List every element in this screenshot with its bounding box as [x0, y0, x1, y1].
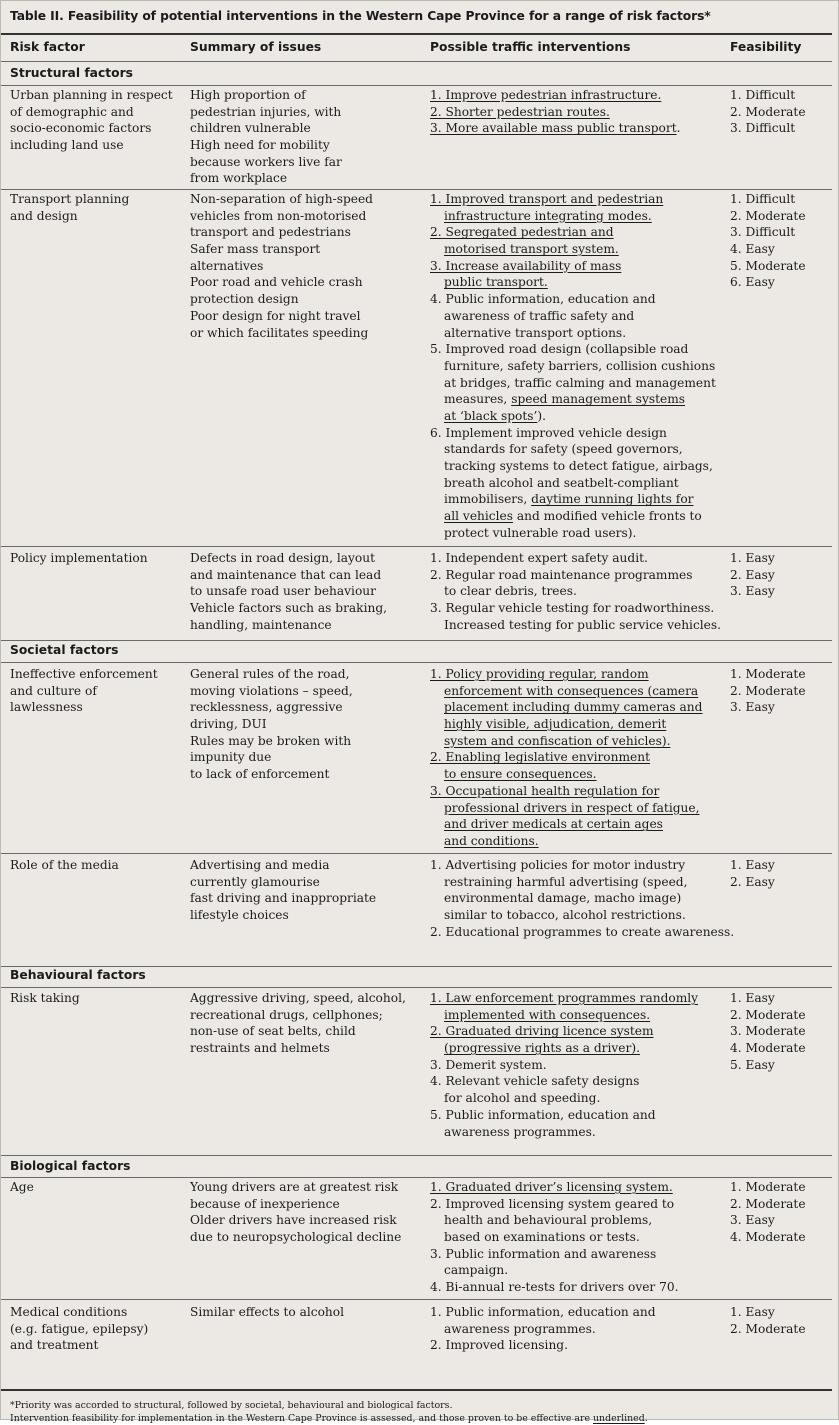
intervention-text: 4. Public information, education and	[430, 292, 656, 307]
feasibility-cell-line: 1. Difficult	[730, 192, 796, 206]
intervention-line	[430, 258, 716, 275]
intervention-text: 1. Improved transport and pedestrian	[430, 192, 664, 206]
intervention-text: 3. Regular vehicle testing for roadworthiness.	[430, 601, 715, 616]
intervention-line	[430, 924, 734, 941]
feasibility-cell-line: 2. Moderate	[730, 683, 806, 698]
risk-factor-cell	[10, 550, 148, 567]
feasibility-cell-line: 3. Moderate	[730, 1024, 806, 1039]
intervention-line	[430, 567, 721, 584]
risk-factor-cell	[10, 1304, 148, 1354]
feasibility-cell-line: 1. Easy	[730, 551, 775, 565]
header-possible-interventions: Possible traffic interventions	[430, 40, 631, 54]
feasibility-cell	[730, 191, 806, 291]
summary-of-issues-cell-line: because of inexperience	[190, 1196, 340, 1211]
summary-of-issues-cell-line: to lack of enforcement	[190, 767, 330, 782]
intervention-text: awareness programmes.	[444, 1124, 596, 1139]
risk-factor-cell-line: including land use	[10, 138, 124, 153]
summary-of-issues-cell-line: transport and pedestrians	[190, 225, 351, 240]
risk-factor-cell-line: lawlessness	[10, 700, 83, 715]
intervention-line	[430, 766, 702, 783]
intervention-text: 2. Graduated driving licence system	[430, 1024, 654, 1039]
intervention-line	[430, 990, 698, 1007]
summary-of-issues-cell-line: non-use of seat belts, child	[190, 1024, 356, 1039]
feasibility-cell	[730, 857, 775, 890]
intervention-text: 3. More available mass public transport	[430, 121, 677, 136]
risk-factor-cell-line: and culture of	[10, 683, 97, 698]
summary-of-issues-cell-line: Poor design for night travel	[190, 308, 361, 323]
intervention-text: health and behavioural problems,	[444, 1213, 653, 1228]
intervention-line	[430, 857, 734, 874]
summary-of-issues-cell-line: Safer mass transport	[190, 242, 321, 257]
risk-factor-cell	[10, 857, 119, 874]
risk-factor-cell-line: Ineffective enforcement	[10, 667, 158, 681]
summary-of-issues-cell-line: recklessness, aggressive	[190, 700, 343, 715]
intervention-text: 1. Improve pedestrian infrastructure.	[430, 88, 662, 102]
intervention-text: and driver medicals at certain ages	[444, 817, 663, 832]
intervention-line	[430, 341, 716, 358]
summary-of-issues-cell-line: restraints and helmets	[190, 1041, 330, 1056]
intervention-text: 1. Policy providing regular, random	[430, 667, 649, 681]
summary-of-issues-cell-line: moving violations – speed,	[190, 683, 353, 698]
feasibility-cell-line: 1. Moderate	[730, 1180, 806, 1194]
risk-factor-cell-line: Risk taking	[10, 991, 80, 1005]
intervention-line	[430, 833, 702, 850]
feasibility-cell-line: 4. Moderate	[730, 1041, 806, 1056]
intervention-text: 2. Improved licensing system geared to	[430, 1196, 675, 1211]
feasibility-cell-line: 2. Moderate	[730, 208, 806, 223]
risk-factor-cell-line: and treatment	[10, 1338, 99, 1353]
risk-factor-cell	[10, 1179, 34, 1196]
intervention-text: placement including dummy cameras and	[444, 700, 703, 715]
intervention-line	[430, 308, 716, 325]
risk-factor-cell	[10, 990, 80, 1007]
summary-of-issues-cell-line: children vulnerable	[190, 121, 311, 136]
risk-factor-cell-line: Age	[10, 1180, 34, 1194]
intervention-line	[430, 1007, 698, 1024]
interventions-cell	[430, 87, 680, 137]
intervention-line	[430, 666, 702, 683]
summary-of-issues-cell	[190, 87, 342, 187]
intervention-line	[430, 600, 721, 617]
row-divider	[1, 546, 832, 547]
intervention-text: 1. Graduated driver’s licensing system.	[430, 1180, 673, 1194]
summary-of-issues-cell-line: Advertising and media	[190, 858, 330, 872]
risk-factor-cell-line: (e.g. fatigue, epilepsy)	[10, 1321, 149, 1336]
intervention-text: 1. Independent expert safety audit.	[430, 551, 648, 565]
summary-of-issues-cell-line: Aggressive driving, speed, alcohol,	[190, 991, 406, 1005]
intervention-line	[430, 1279, 679, 1296]
interventions-cell	[430, 857, 734, 940]
interventions-cell	[430, 550, 721, 633]
intervention-underlined-text: daytime running lights for	[531, 492, 694, 507]
summary-of-issues-cell-line: General rules of the road,	[190, 667, 350, 681]
intervention-suffix: .	[676, 121, 681, 136]
section-divider	[1, 987, 832, 988]
intervention-text: motorised transport system.	[444, 242, 619, 257]
section-divider	[1, 662, 832, 663]
intervention-text: (progressive rights as a driver).	[444, 1041, 640, 1056]
intervention-line	[430, 441, 716, 458]
header-summary-of-issues: Summary of issues	[190, 40, 322, 54]
feasibility-cell-line: 3. Difficult	[730, 225, 796, 240]
summary-of-issues-cell	[190, 1179, 401, 1246]
summary-of-issues-cell-line: vehicles from non-motorised	[190, 208, 367, 223]
intervention-text: awareness of traffic safety and	[444, 308, 635, 323]
summary-of-issues-cell-line: alternatives	[190, 258, 264, 273]
intervention-line	[430, 1023, 698, 1040]
summary-of-issues-cell-line: recreational drugs, cellphones;	[190, 1007, 383, 1022]
intervention-line	[430, 358, 716, 375]
feasibility-cell-line: 6. Easy	[730, 275, 775, 290]
intervention-text: furniture, safety barriers, collision cushions	[444, 358, 716, 373]
intervention-text: professional drivers in respect of fatigue,	[444, 800, 700, 815]
feasibility-cell-line: 5. Easy	[730, 1057, 775, 1072]
feasibility-cell-line: 5. Moderate	[730, 258, 806, 273]
interventions-cell	[430, 191, 716, 541]
risk-factor-cell	[10, 191, 129, 224]
intervention-line	[430, 749, 702, 766]
intervention-line	[430, 1040, 698, 1057]
intervention-text: environmental damage, macho image)	[444, 891, 682, 906]
intervention-text: based on examinations or tests.	[444, 1230, 640, 1245]
summary-of-issues-cell-line: Young drivers are at greatest risk	[190, 1180, 399, 1194]
header-risk-factor: Risk factor	[10, 40, 85, 54]
intervention-line	[430, 1229, 679, 1246]
intervention-line	[430, 104, 680, 121]
feasibility-cell	[730, 666, 806, 716]
feasibility-cell-line: 1. Difficult	[730, 88, 796, 102]
intervention-text: 2. Shorter pedestrian routes.	[430, 104, 610, 119]
feasibility-cell-line: 1. Easy	[730, 991, 775, 1005]
summary-of-issues-cell	[190, 666, 353, 783]
intervention-text: 3. Increase availability of mass	[430, 258, 622, 273]
summary-of-issues-cell-line: impunity due	[190, 750, 272, 765]
intervention-text: measures,	[444, 392, 512, 407]
intervention-text: Increased testing for public service vehicles.	[444, 617, 722, 632]
summary-of-issues-cell-line: pedestrian injuries, with	[190, 104, 342, 119]
feasibility-cell-line: 4. Easy	[730, 242, 775, 257]
feasibility-cell-line: 2. Moderate	[730, 1007, 806, 1022]
header-divider	[1, 61, 832, 62]
summary-of-issues-cell-line: because workers live far	[190, 154, 342, 169]
risk-factor-cell-line: of demographic and	[10, 104, 134, 119]
intervention-line	[430, 1107, 698, 1124]
summary-of-issues-cell	[190, 1304, 344, 1321]
intervention-text: immobilisers,	[444, 492, 532, 507]
section-divider	[1, 85, 832, 86]
intervention-text: 3. Occupational health regulation for	[430, 783, 660, 798]
intervention-text: 3. Public information and awareness	[430, 1246, 657, 1261]
intervention-line	[430, 1124, 698, 1141]
footnote-underlined-word: underlined	[593, 1413, 645, 1424]
summary-of-issues-cell-line: Non-separation of high-speed	[190, 192, 373, 206]
intervention-text: at ‘black spots’	[444, 408, 538, 423]
interventions-cell	[430, 990, 698, 1140]
section-divider	[1, 640, 832, 641]
summary-of-issues-cell-line: Older drivers have increased risk	[190, 1213, 397, 1228]
feasibility-cell-line: 1. Easy	[730, 1305, 775, 1319]
risk-factor-cell-line: Role of the media	[10, 858, 119, 872]
intervention-text: protect vulnerable road users).	[444, 525, 637, 540]
intervention-text: infrastructure integrating modes.	[444, 208, 652, 223]
summary-of-issues-cell-line: High need for mobility	[190, 138, 330, 153]
summary-of-issues-cell-line: from workplace	[190, 171, 288, 186]
feasibility-cell-line: 2. Moderate	[730, 1321, 806, 1336]
intervention-suffix: and modified vehicle fronts to	[512, 509, 702, 524]
intervention-text: 5. Public information, education and	[430, 1107, 656, 1122]
intervention-line	[430, 224, 716, 241]
feasibility-cell-line: 3. Easy	[730, 700, 775, 715]
summary-of-issues-cell-line: fast driving and inappropriate	[190, 891, 377, 906]
intervention-line	[430, 491, 716, 508]
intervention-line	[430, 783, 702, 800]
summary-of-issues-cell-line: protection design	[190, 292, 299, 307]
intervention-text: public transport.	[444, 275, 548, 290]
section-divider	[1, 966, 832, 967]
intervention-line	[430, 525, 716, 542]
risk-factor-cell-line: Transport planning	[10, 192, 130, 206]
intervention-line	[430, 241, 716, 258]
feasibility-cell-line: 3. Easy	[730, 1213, 775, 1228]
section-biological-factors: Biological factors	[10, 1159, 131, 1173]
intervention-line	[430, 425, 716, 442]
intervention-text: 1. Public information, education and	[430, 1305, 656, 1319]
intervention-line	[430, 191, 716, 208]
intervention-line	[430, 291, 716, 308]
section-divider	[1, 1155, 832, 1156]
intervention-text: 4. Relevant vehicle safety designs	[430, 1074, 640, 1089]
summary-of-issues-cell-line: to unsafe road user behaviour	[190, 584, 376, 599]
summary-of-issues-cell-line: currently glamourise	[190, 874, 320, 889]
intervention-line	[430, 1337, 656, 1354]
risk-factor-cell-line: Medical conditions	[10, 1305, 128, 1319]
intervention-text: tracking systems to detect fatigue, airbags,	[444, 459, 713, 473]
intervention-text: 3. Demerit system.	[430, 1057, 547, 1072]
row-divider	[1, 189, 832, 190]
intervention-line	[430, 550, 721, 567]
feasibility-cell	[730, 1304, 806, 1337]
risk-factor-cell	[10, 666, 158, 716]
title-divider	[1, 33, 832, 35]
intervention-line	[430, 699, 702, 716]
intervention-text: alternative transport options.	[444, 325, 627, 340]
intervention-line	[430, 907, 734, 924]
intervention-suffix: ).	[537, 408, 547, 423]
intervention-underlined-text: speed management systems	[511, 392, 686, 407]
summary-of-issues-cell-line: and maintenance that can lead	[190, 567, 382, 582]
summary-of-issues-cell	[190, 550, 387, 633]
intervention-text: at bridges, traffic calming and management	[444, 375, 716, 390]
intervention-text: system and confiscation of vehicles).	[444, 733, 671, 748]
intervention-line	[430, 458, 716, 475]
feasibility-cell-line: 3. Difficult	[730, 121, 796, 136]
summary-of-issues-cell-line: Similar effects to alcohol	[190, 1305, 345, 1319]
intervention-line	[430, 1246, 679, 1263]
feasibility-cell	[730, 87, 806, 137]
feasibility-cell-line: 2. Easy	[730, 567, 775, 582]
intervention-line	[430, 1212, 679, 1229]
risk-factor-cell-line: socio-economic factors	[10, 121, 152, 136]
intervention-text: 6. Implement improved vehicle design	[430, 425, 667, 440]
intervention-line	[430, 375, 716, 392]
table-bottom-rule	[1, 1389, 832, 1391]
intervention-line	[430, 890, 734, 907]
intervention-line	[430, 617, 721, 634]
row-divider	[1, 853, 832, 854]
intervention-line	[430, 208, 716, 225]
summary-of-issues-cell-line: due to neuropsychological decline	[190, 1230, 402, 1245]
footnote-text: Intervention feasibility for implementation in the Western Cape Province is assessed, and those proven to be effective are	[10, 1413, 593, 1424]
intervention-text: 1. Law enforcement programmes randomly	[430, 991, 699, 1005]
risk-factor-cell	[10, 87, 173, 154]
feasibility-cell-line: 3. Easy	[730, 584, 775, 599]
table-title: Table II. Feasibility of potential interventions in the Western Cape Province for a range of risk factors*	[10, 9, 711, 23]
intervention-text: implemented with consequences.	[444, 1007, 651, 1022]
intervention-text: restraining harmful advertising (speed,	[444, 874, 688, 889]
summary-of-issues-cell-line: Defects in road design, layout	[190, 551, 375, 565]
intervention-text: highly visible, adjudication, demerit	[444, 717, 667, 732]
interventions-cell	[430, 1304, 656, 1354]
feasibility-cell-line: 1. Easy	[730, 858, 775, 872]
intervention-text: awareness programmes.	[444, 1321, 596, 1336]
summary-of-issues-cell-line: Rules may be broken with	[190, 733, 352, 748]
intervention-text: and conditions.	[444, 833, 539, 848]
intervention-line	[430, 1196, 679, 1213]
feasibility-cell-line: 2. Easy	[730, 874, 775, 889]
intervention-line	[430, 874, 734, 891]
intervention-text: to ensure consequences.	[444, 767, 597, 782]
intervention-text: 2. Educational programmes to create awareness.	[430, 924, 735, 939]
feasibility-cell	[730, 1179, 806, 1246]
summary-of-issues-cell-line: Vehicle factors such as braking,	[190, 601, 387, 616]
intervention-line	[430, 716, 702, 733]
intervention-text: 5. Improved road design (collapsible road	[430, 342, 689, 357]
summary-of-issues-cell-line: or which facilitates speeding	[190, 325, 369, 340]
intervention-text: campaign.	[444, 1263, 509, 1278]
intervention-line	[430, 683, 702, 700]
risk-factor-cell-line: Policy implementation	[10, 551, 148, 565]
section-societal-factors: Societal factors	[10, 643, 119, 657]
feasibility-cell-line: 1. Moderate	[730, 667, 806, 681]
feasibility-cell	[730, 990, 806, 1073]
footnote-period: .	[644, 1413, 648, 1424]
intervention-text: 2. Improved licensing.	[430, 1338, 568, 1353]
intervention-line	[430, 1321, 656, 1338]
risk-factor-cell-line: and design	[10, 208, 78, 223]
intervention-line	[430, 391, 716, 408]
feasibility-cell	[730, 550, 775, 600]
intervention-line	[430, 1073, 698, 1090]
intervention-line	[430, 1262, 679, 1279]
intervention-line	[430, 1179, 679, 1196]
summary-of-issues-cell	[190, 990, 406, 1057]
summary-of-issues-cell-line: lifestyle choices	[190, 908, 289, 923]
summary-of-issues-cell	[190, 191, 373, 341]
intervention-line	[430, 408, 716, 425]
intervention-text: for alcohol and speeding.	[444, 1091, 601, 1106]
intervention-line	[430, 583, 721, 600]
section-behavioural-factors: Behavioural factors	[10, 968, 146, 982]
intervention-text: 2. Enabling legislative environment	[430, 750, 651, 765]
intervention-line	[430, 475, 716, 492]
section-divider	[1, 1177, 832, 1178]
intervention-text: 1. Advertising policies for motor industry	[430, 858, 686, 872]
intervention-line	[430, 1090, 698, 1107]
intervention-text: similar to tobacco, alcohol restrictions.	[444, 908, 686, 923]
risk-factor-cell-line: Urban planning in respect	[10, 88, 173, 102]
intervention-text: standards for safety (speed governors,	[444, 442, 683, 457]
intervention-text: to clear debris, trees.	[444, 584, 577, 599]
summary-of-issues-cell-line: High proportion of	[190, 88, 306, 102]
footnote-feasibility	[10, 1412, 648, 1425]
intervention-line	[430, 800, 702, 817]
intervention-line	[430, 816, 702, 833]
intervention-line	[430, 508, 716, 525]
intervention-text: 2. Regular road maintenance programmes	[430, 567, 693, 582]
intervention-line	[430, 120, 680, 137]
intervention-text: enforcement with consequences (camera	[444, 683, 699, 698]
intervention-line	[430, 87, 680, 104]
intervention-text: breath alcohol and seatbelt-compliant	[444, 475, 679, 490]
intervention-text: 2. Segregated pedestrian and	[430, 225, 614, 240]
intervention-line	[430, 274, 716, 291]
interventions-cell	[430, 666, 702, 850]
intervention-line	[430, 733, 702, 750]
summary-of-issues-cell	[190, 857, 376, 924]
row-divider	[1, 1299, 832, 1300]
footnote-priority: *Priority was accorded to structural, followed by societal, behavioural and biological factors.	[10, 1400, 453, 1411]
intervention-line	[430, 1304, 656, 1321]
summary-of-issues-cell-line: driving, DUI	[190, 717, 267, 732]
intervention-line	[430, 325, 716, 342]
intervention-text: 4. Bi-annual re-tests for drivers over 70.	[430, 1280, 679, 1295]
summary-of-issues-cell-line: handling, maintenance	[190, 617, 332, 632]
header-feasibility: Feasibility	[730, 40, 802, 54]
feasibility-cell-line: 4. Moderate	[730, 1230, 806, 1245]
intervention-text: all vehicles	[444, 509, 513, 524]
feasibility-cell-line: 2. Moderate	[730, 104, 806, 119]
summary-of-issues-cell-line: Poor road and vehicle crash	[190, 275, 363, 290]
interventions-cell	[430, 1179, 679, 1296]
section-structural-factors: Structural factors	[10, 66, 133, 80]
feasibility-cell-line: 2. Moderate	[730, 1196, 806, 1211]
intervention-line	[430, 1057, 698, 1074]
